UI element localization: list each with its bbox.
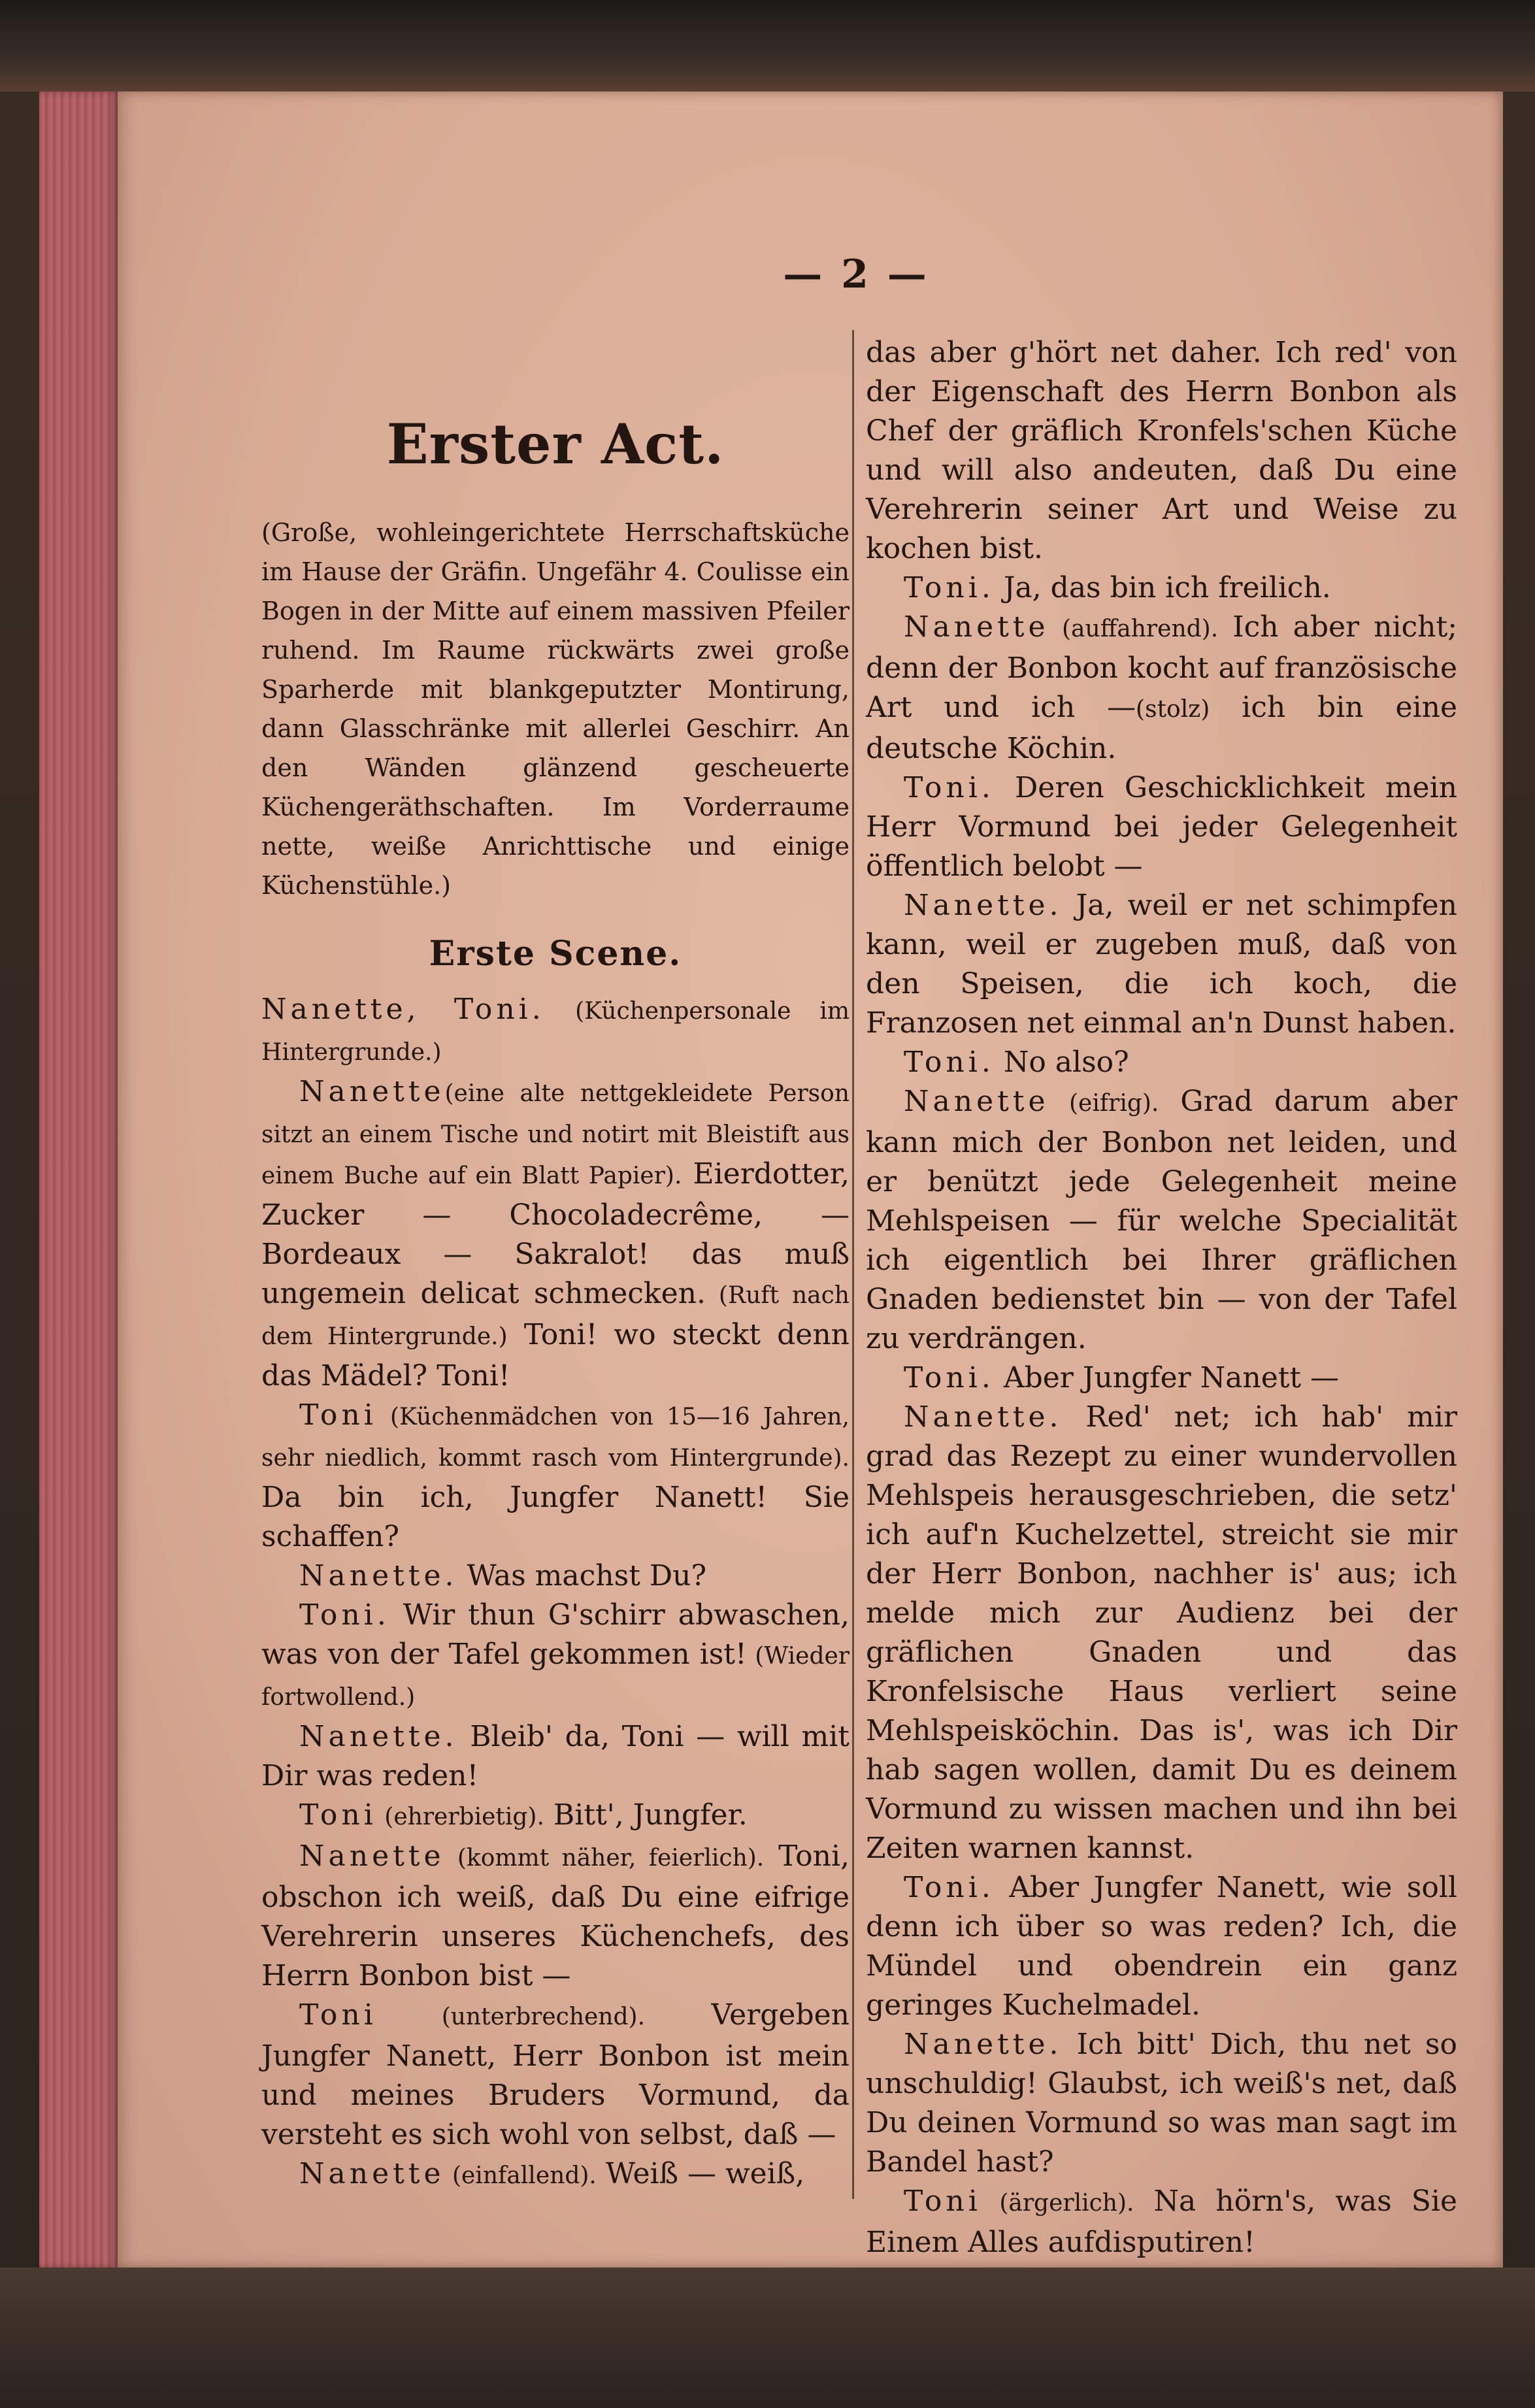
speaker-name: Toni. <box>299 1598 390 1632</box>
dialogue-line <box>261 1557 850 1596</box>
dialogue-right <box>866 333 1457 2262</box>
stage-note: (Küchenmädchen von 15—16 Jahren, sehr niedlich, kommt rasch vom Hintergrunde). <box>261 1404 850 1472</box>
speaker-name: Toni <box>299 1398 377 1432</box>
line-text: No also? <box>994 1046 1129 1079</box>
book-cover-top <box>0 0 1535 91</box>
stage-note: (ehrerbietig). <box>376 1804 544 1830</box>
line-text: Toni, obschon ich weiß, daß Du eine eifrige Verehrerin unseres Küchenchefs, des Herrn Bonbon bist — <box>261 1839 850 1992</box>
dialogue-line <box>866 1398 1457 1868</box>
dialogue-line <box>866 608 1457 768</box>
character-list <box>261 990 850 1072</box>
speaker-name: Nanette. <box>904 2028 1063 2061</box>
speaker-name: Nanette <box>299 1839 445 1873</box>
line-text: Ich bitt' Dich, thu net so unschuldig! Glaubst, ich weiß's net, daß Du deinen Vormund so was man sagt im Bandel hast? <box>866 2028 1457 2179</box>
speaker-name: Toni <box>299 1998 377 2032</box>
line-text: Deren Geschicklichkeit mein Herr Vormund bei jeder Gelegenheit öffentlich belobt — <box>866 771 1457 883</box>
line-text: Aber Jungfer Nanett, wie soll denn ich über so was reden? Ich, die Mündel und obendrein ein ganz geringes Kuchelmadel. <box>866 1871 1457 2022</box>
line-text: Red' net; ich hab' mir grad das Rezept zu einer wundervollen Mehlspeis herausgeschrieben, die setz' ich auf'n Kuchelzettel, streicht sie mir der Herr Bonbon, nachher is' aus; ich melde mich zur Audienz bei der gräflichen Gnaden und das Kronfelsische Haus verliert seine Mehlspeisköchin. Das is', was ich Dir hab sagen wollen, damit Du es deinem Vormund zu wissen machen und ihn bei Zeiten warnen kannst. <box>866 1400 1457 1865</box>
line-text: Ich aber nicht; denn der Bonbon kocht auf französische Art und ich — <box>866 610 1458 724</box>
stage-note: (ärgerlich). <box>981 2190 1134 2217</box>
speaker-name: Nanette. <box>904 889 1063 922</box>
line-text: das aber g'hört net daher. Ich red' von der Eigenschaft des Herrn Bonbon als Chef der gräflich Kronfels'schen Küche und will also andeuten, daß Du eine Verehrerin seiner Art und Weise zu kochen bist. <box>866 336 1457 565</box>
dialogue-line <box>866 1043 1457 1082</box>
left-column <box>261 340 850 2196</box>
line-text: Toni! wo steckt denn das Mädel? Toni! <box>261 1318 850 1393</box>
dialogue-line <box>866 2182 1457 2262</box>
dialogue-line <box>866 768 1457 886</box>
character-names: Nanette, Toni. <box>261 993 545 1026</box>
dialogue-line <box>866 333 1457 569</box>
line-text: ich bin eine deutsche Köchin. <box>866 691 1458 765</box>
stage-note: (Wieder fortwollend.) <box>261 1643 850 1711</box>
dialogue-line <box>261 1796 850 1837</box>
speaker-name: Nanette <box>904 1085 1049 1118</box>
dialogue-line <box>261 1396 850 1557</box>
stage-note: (kommt näher, feierlich). <box>444 1845 765 1872</box>
dialogue-line <box>866 1868 1457 2025</box>
stage-note: (stolz) <box>1136 696 1210 723</box>
dialogue-line <box>261 1837 850 1996</box>
line-text: Aber Jungfer Nanett — <box>994 1361 1340 1394</box>
speaker-name: Nanette. <box>904 1400 1063 1434</box>
dialogue-line <box>261 1596 850 1717</box>
stage-note: (unterbrechend). <box>376 2004 646 2030</box>
stage-direction: (Große, wohleingerichtete Herrschaftsküche im Hause der Gräfin. Ungefähr 4. Coulisse ein Bogen in der Mitte auf einem massiven Pfeiler ruhend. Im Raume rückwärts zwei große Sparherde mit blankgeputzter Montirung, dann Glasschränke mit allerlei Geschirr. An den Wänden glänzend gescheuerte Küchengeräthschaften. Im Vorderraume nette, weiße Anrichttische und einige Küchenstühle.) <box>261 518 850 900</box>
speaker-name: Toni <box>904 2185 982 2218</box>
dialogue-line <box>866 1082 1457 1359</box>
line-text: Ja, das bin ich freilich. <box>994 571 1331 604</box>
line-text: Grad darum aber kann mich der Bonbon net leiden, und er benützt jede Gelegenheit meine Mehlspeisen — für welche Specialität ich eigentlich bei Ihrer gräflichen Gnaden bedienstet bin — von der Tafel zu verdrängen. <box>866 1085 1457 1355</box>
act-title: Erster Act. <box>386 412 725 476</box>
page-number: — 2 — <box>783 252 929 297</box>
dialogue-left <box>261 1072 850 2196</box>
speaker-name: Nanette <box>904 610 1049 644</box>
speaker-name: Toni <box>299 1798 377 1832</box>
dialogue-line <box>261 1072 850 1396</box>
speaker-name: Nanette. <box>299 1720 458 1753</box>
dialogue-line <box>261 2154 850 2196</box>
dialogue-line <box>261 1717 850 1796</box>
speaker-name: Toni. <box>904 1361 995 1394</box>
line-text: Wir thun G'schirr abwaschen, was von der Tafel gekommen ist! <box>261 1598 850 1671</box>
right-column <box>866 333 1457 2262</box>
line-text: Vergeben Jungfer Nanett, Herr Bonbon ist mein und meines Bruders Vormund, da versteht es sich wohl von selbst, daß — <box>261 1998 850 2151</box>
dialogue-line <box>866 569 1457 608</box>
line-text: Bleib' da, Toni — will mit Dir was reden! <box>261 1720 850 1792</box>
line-text: Was machst Du? <box>457 1559 707 1592</box>
character-note: (Küchenpersonale im Hintergrunde.) <box>261 998 850 1066</box>
line-text: Eierdotter, Zucker — Chocoladecrême, — Bordeaux — Sakralot! das muß ungemein delicat schmecken. <box>261 1157 850 1310</box>
line-text: Bitt', Jungfer. <box>544 1798 748 1832</box>
dialogue-line <box>866 2025 1457 2182</box>
dialogue-line <box>866 1359 1457 1398</box>
line-text: Da bin ich, Jungfer Nanett! Sie schaffen? <box>261 1481 850 1553</box>
speaker-name: Toni. <box>904 571 995 604</box>
dialogue-line <box>261 1996 850 2154</box>
dialogue-line <box>866 886 1457 1043</box>
stage-note: (auffahrend). <box>1049 616 1219 642</box>
book-cover-bottom <box>0 2268 1535 2408</box>
speaker-name: Nanette <box>299 2157 445 2190</box>
speaker-name: Nanette <box>299 1075 445 1108</box>
speaker-name: Toni. <box>904 1871 995 1904</box>
speaker-name: Nanette. <box>299 1559 458 1592</box>
line-text: Na hörn's, was Sie Einem Alles aufdisputiren! <box>866 2185 1457 2259</box>
speaker-name: Toni. <box>904 1046 995 1079</box>
page-edges <box>39 91 118 2268</box>
stage-note: (Ruft nach dem Hintergrunde.) <box>261 1282 850 1350</box>
scene-title: Erste Scene. <box>429 934 682 974</box>
stage-note: (einfallend). <box>444 2162 597 2189</box>
speaker-name: Toni. <box>904 771 995 804</box>
stage-note: (eine alte nettgekleidete Person sitzt an einem Tische und notirt mit Bleistift aus einem Buche auf ein Blatt Papier). <box>261 1080 850 1189</box>
stage-note: (eifrig). <box>1049 1090 1159 1117</box>
line-text: Ja, weil er net schimpfen kann, weil er zugeben muß, daß von den Speisen, die ich koch, die Franzosen net einmal an'n Dunst haben. <box>866 889 1457 1040</box>
line-text: Weiß — weiß, <box>596 2157 805 2190</box>
column-divider <box>852 330 854 2199</box>
